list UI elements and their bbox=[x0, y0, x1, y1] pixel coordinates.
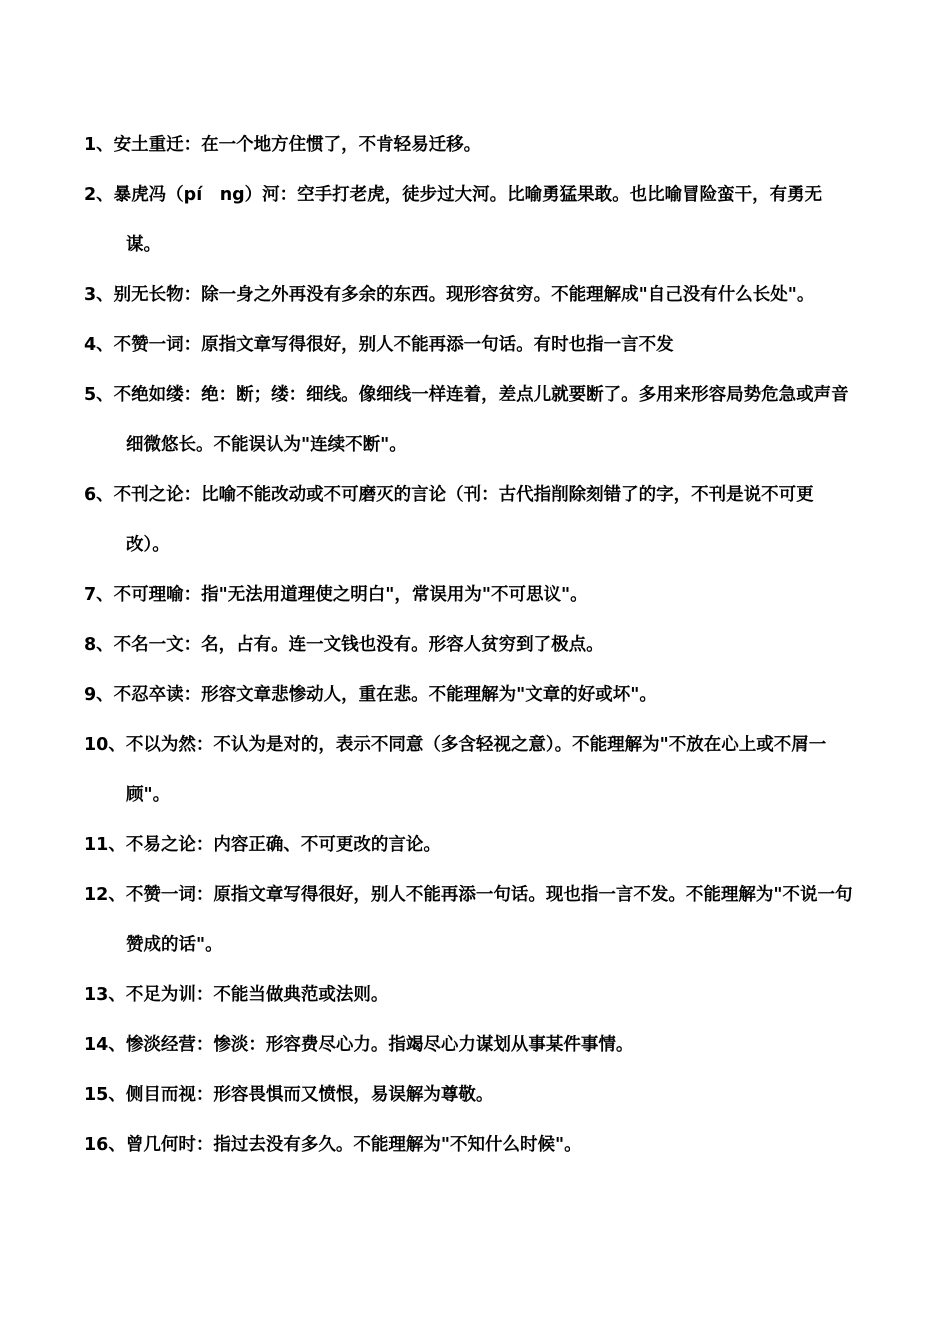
list-item: 2、暴虎冯（pí ng）河：空手打老虎，徒步过大河。比喻勇猛果敢。也比喻冒险蛮干，有勇无谋。 bbox=[84, 185, 823, 255]
list-item: 6、不刊之论：比喻不能改动或不可磨灭的言论（刊：古代指削除刻错了的字，不刊是说不可更改）。 bbox=[84, 485, 814, 555]
list-item: 4、不赞一词：原指文章写得很好，别人不能再添一句话。有时也指一言不发 bbox=[84, 335, 674, 355]
list-item: 13、不足为训：不能当做典范或法则。 bbox=[84, 985, 389, 1005]
list-item: 5、不绝如缕：绝：断；缕：细线。像细线一样连着，差点儿就要断了。多用来形容局势危急或声音细微悠长。不能误认为"连续不断"。 bbox=[84, 385, 849, 455]
list-item: 15、侧目而视：形容畏惧而又愤恨，易误解为尊敬。 bbox=[84, 1085, 494, 1105]
idiom-list bbox=[84, 120, 854, 1170]
list-item: 8、不名一文：名，占有。连一文钱也没有。形容人贫穷到了极点。 bbox=[84, 635, 604, 655]
list-item: 9、不忍卒读：形容文章悲惨动人，重在悲。不能理解为"文章的好或坏"。 bbox=[84, 685, 657, 705]
list-item: 7、不可理喻：指"无法用道理使之明白"，常误用为"不可思议"。 bbox=[84, 585, 588, 605]
list-item: 14、惨淡经营：惨淡：形容费尽心力。指竭尽心力谋划从事某件事情。 bbox=[84, 1035, 634, 1055]
list-item: 12、不赞一词：原指文章写得很好，别人不能再添一句话。现也指一言不发。不能理解为"不说一句赞成的话"。 bbox=[84, 885, 853, 955]
list-item: 3、别无长物：除一身之外再没有多余的东西。现形容贫穷。不能理解成"自己没有什么长处"。 bbox=[84, 285, 815, 305]
list-item: 16、曾几何时：指过去没有多久。不能理解为"不知什么时候"。 bbox=[84, 1135, 582, 1155]
list-item: 1、安土重迁：在一个地方住惯了，不肯轻易迁移。 bbox=[84, 135, 482, 155]
list-item: 11、不易之论：内容正确、不可更改的言论。 bbox=[84, 835, 441, 855]
list-item: 10、不以为然：不认为是对的，表示不同意（多含轻视之意）。不能理解为"不放在心上或不屑一顾"。 bbox=[84, 735, 827, 805]
